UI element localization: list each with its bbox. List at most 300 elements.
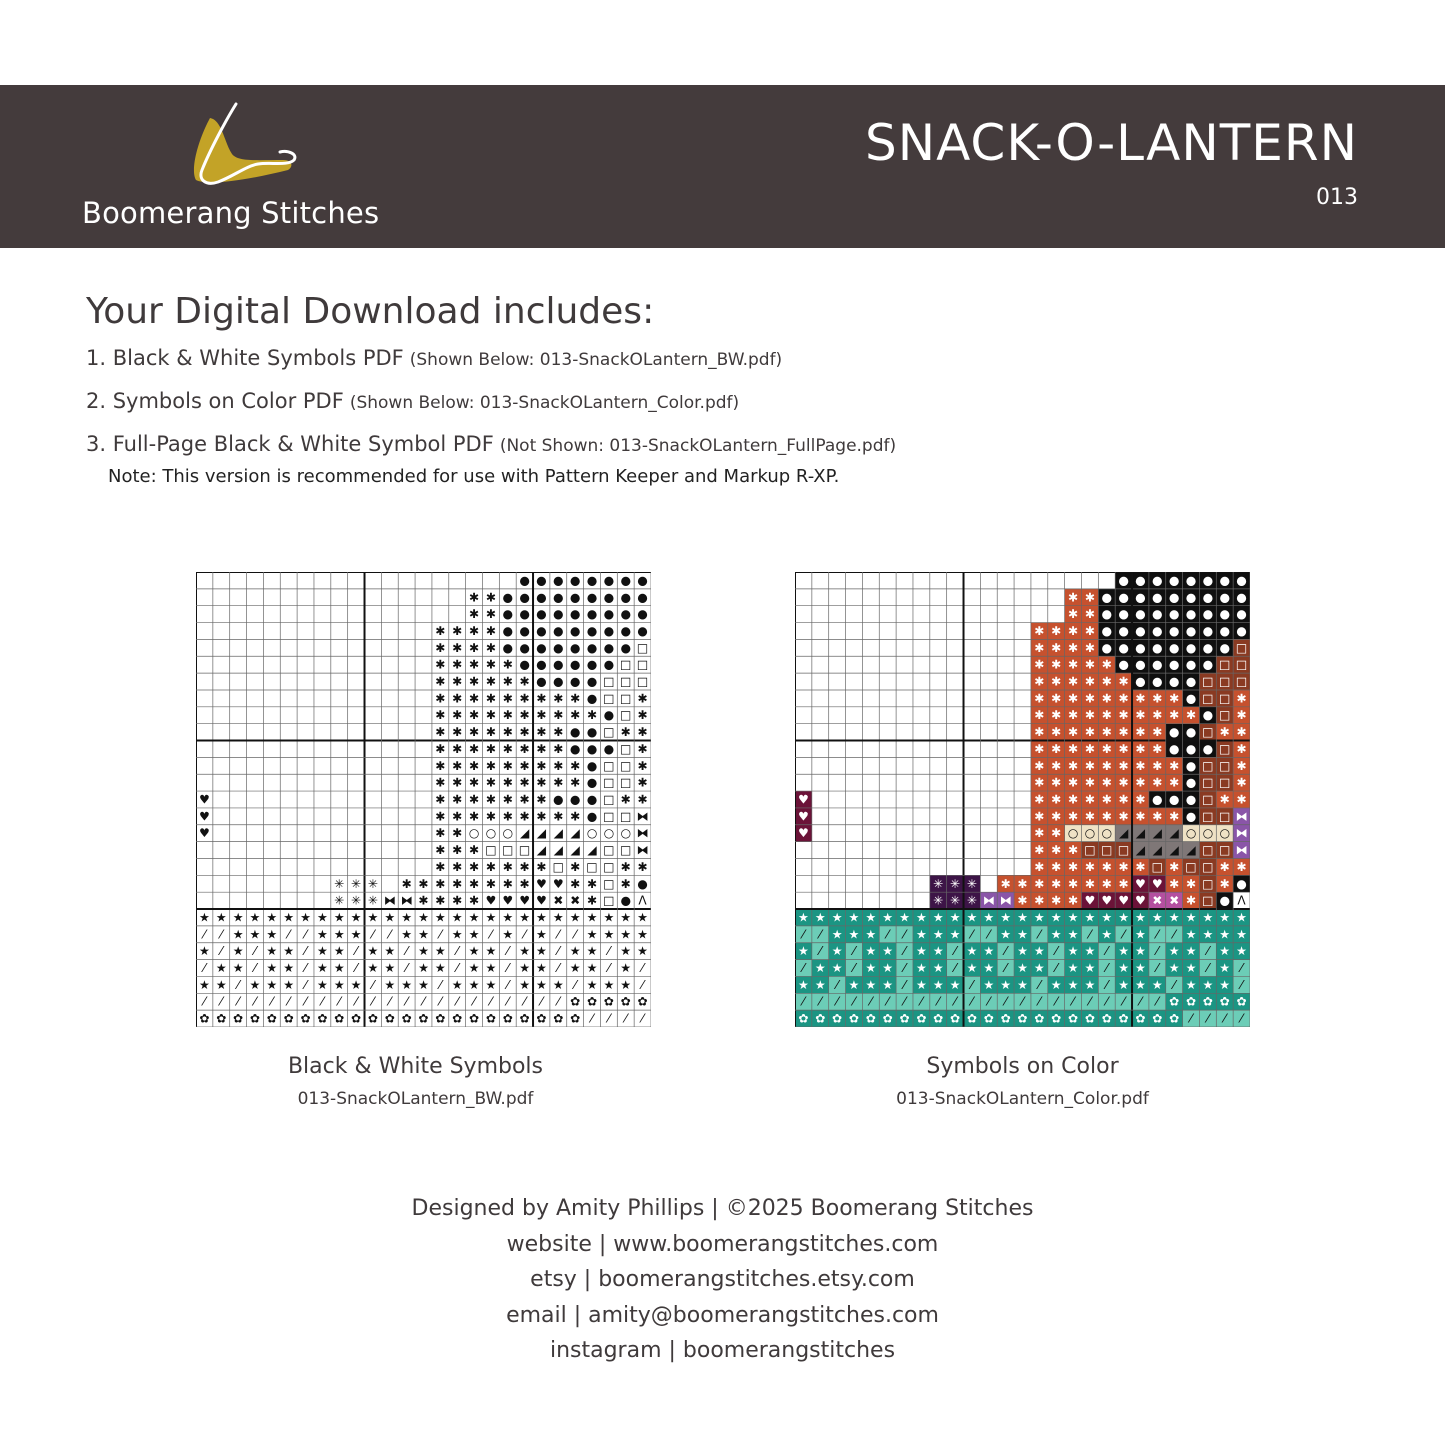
boomerang-logo [188, 100, 303, 190]
include-item-sub: (Shown Below: 013-SnackOLantern_Color.pdf) [349, 393, 740, 413]
stitch-symbol: ★ [316, 977, 328, 992]
stitch-symbol: ✿ [603, 994, 614, 1009]
stitch-symbol: ⁄ [1156, 944, 1159, 959]
stitch-symbol: ★ [1017, 977, 1028, 992]
stitch-symbol: ⁄ [304, 961, 307, 976]
includes-heading: Your Digital Download includes: [86, 291, 655, 332]
stitch-symbol: ✱ [1034, 623, 1045, 638]
include-item-3 [86, 432, 896, 456]
stitch-symbol: ◢ [1152, 826, 1162, 841]
stitch-symbol: ✱ [435, 741, 446, 756]
stitch-symbol: ★ [1185, 944, 1197, 959]
stitch-symbol: ⁄ [304, 977, 307, 992]
stitch-symbol: ✱ [1051, 843, 1062, 858]
stitch-symbol: ⁄ [970, 927, 973, 942]
stitch-symbol: ● [620, 607, 632, 622]
stitch-symbol: ★ [831, 910, 843, 925]
stitch-symbol: ⁄ [970, 994, 973, 1009]
stitch-symbol: ● [637, 573, 648, 588]
stitch-symbol: ✱ [637, 725, 648, 740]
stitch-symbol: ● [620, 640, 632, 655]
stitch-symbol: ★ [215, 961, 227, 976]
stitch-symbol: ✱ [553, 725, 564, 740]
include-item-2 [86, 389, 739, 413]
stitch-symbol: ★ [384, 977, 396, 992]
stitch-symbol: ★ [1202, 977, 1214, 992]
stitch-symbol: ● [1185, 623, 1197, 638]
stitch-symbol: ✱ [452, 859, 463, 874]
stitch-symbol: ♥ [1101, 893, 1113, 908]
stitch-symbol: ✱ [485, 691, 496, 706]
stitch-symbol: ✿ [933, 1011, 944, 1026]
stitch-symbol: ● [1135, 640, 1146, 655]
stitch-symbol: ● [1219, 893, 1231, 908]
stitch-symbol: ● [569, 623, 581, 638]
stitch-symbol: ✿ [1185, 994, 1197, 1009]
stitch-symbol: ★ [1185, 927, 1197, 942]
stitch-symbol: ★ [1101, 927, 1113, 942]
stitch-symbol: ★ [1067, 977, 1079, 992]
stitch-symbol: ⁄ [1223, 1011, 1226, 1026]
stitch-symbol: □ [1202, 691, 1214, 706]
stitch-symbol: ⁄ [1156, 927, 1159, 942]
stitch-symbol: ◢ [570, 826, 580, 841]
stitch-symbol: ✿ [1169, 1011, 1180, 1026]
stitch-symbol: ✱ [1067, 590, 1079, 605]
stitch-symbol: ✱ [452, 775, 463, 790]
stitch-symbol: ✱ [1067, 640, 1079, 655]
stitch-symbol: ✱ [468, 640, 480, 655]
stitch-symbol: ✱ [1051, 708, 1062, 723]
stitch-symbol: ★ [569, 944, 581, 959]
stitch-symbol: ⁄ [1122, 927, 1125, 942]
stitch-symbol: ⁄ [439, 994, 442, 1009]
stitch-symbol: ✱ [452, 826, 463, 841]
stitch-symbol: ✱ [637, 792, 648, 807]
stitch-symbol: ● [1185, 607, 1197, 622]
stitch-symbol: ○ [586, 826, 598, 841]
stitch-symbol: ★ [882, 910, 894, 925]
stitch-symbol: ✱ [637, 708, 648, 723]
stitch-symbol: ✱ [1135, 691, 1146, 706]
stitch-symbol: ★ [552, 910, 564, 925]
stitch-symbol: ★ [1118, 910, 1130, 925]
stitch-symbol: ✱ [1101, 741, 1112, 756]
stitch-symbol: ★ [1017, 910, 1028, 925]
stitch-symbol: ● [536, 607, 547, 622]
stitch-symbol: ✱ [1084, 691, 1095, 706]
stitch-symbol: ✱ [1219, 859, 1230, 874]
stitch-symbol: ✱ [418, 876, 429, 891]
stitch-symbol: ✱ [1118, 674, 1129, 689]
stitch-symbol: ✿ [351, 1011, 362, 1026]
stitch-symbol: ⁄ [802, 961, 805, 976]
stitch-symbol: ✱ [1067, 708, 1079, 723]
stitch-symbol: ⧓ [400, 893, 413, 908]
stitch-symbol: ★ [983, 944, 995, 959]
stitch-symbol: ● [1202, 657, 1214, 672]
stitch-symbol: ★ [865, 944, 877, 959]
boomerang-logo-fill [194, 118, 291, 182]
stitch-symbol: ✱ [519, 809, 530, 824]
stitch-symbol: □ [603, 792, 615, 807]
stitch-symbol: ✱ [485, 725, 496, 740]
stitch-symbol: ✱ [1118, 725, 1129, 740]
stitch-symbol: ● [1168, 657, 1180, 672]
stitch-symbol: ✱ [1084, 758, 1095, 773]
footer-etsy[interactable]: etsy | boomerangstitches.etsy.com [530, 1267, 915, 1292]
stitch-symbol: ★ [418, 961, 429, 976]
stitch-symbol: □ [586, 859, 598, 874]
footer-email[interactable]: email | amity@boomerangstitches.com [506, 1303, 939, 1328]
footer-website[interactable]: website | www.boomerangstitches.com [506, 1232, 939, 1257]
stitch-symbol: ★ [215, 977, 227, 992]
stitch-symbol: ⁄ [987, 927, 990, 942]
stitch-symbol: ✱ [1169, 859, 1180, 874]
stitch-symbol: ★ [333, 977, 345, 992]
stitch-symbol: ✱ [1067, 623, 1079, 638]
stitch-symbol: ✱ [1084, 876, 1095, 891]
stitch-symbol: ● [603, 640, 615, 655]
stitch-symbol: ⁄ [852, 961, 855, 976]
stitch-symbol: ★ [1050, 977, 1062, 992]
stitch-symbol: ✱ [452, 725, 463, 740]
stitch-symbol: ★ [283, 944, 295, 959]
stitch-symbol: ★ [865, 910, 877, 925]
bw-filename: 013-SnackOLantern_BW.pdf [297, 1089, 534, 1109]
stitch-symbol: ✱ [435, 792, 446, 807]
stitch-symbol: ● [603, 607, 615, 622]
stitch-symbol: ● [1202, 741, 1214, 756]
stitch-symbol: ♥ [536, 893, 547, 908]
stitch-symbol: ⁄ [970, 977, 973, 992]
stitch-symbol: ✿ [882, 1011, 893, 1026]
stitch-symbol: ◢ [536, 843, 547, 858]
stitch-symbol: ✱ [637, 741, 648, 756]
stitch-symbol: ✱ [1101, 708, 1112, 723]
footer-instagram[interactable]: instagram | boomerangstitches [549, 1338, 896, 1363]
stitch-symbol: □ [620, 674, 632, 689]
stitch-symbol: ⁄ [506, 944, 509, 959]
stitch-symbol: ● [586, 640, 598, 655]
stitch-symbol: ✱ [1067, 859, 1079, 874]
stitch-symbol: ⁄ [819, 994, 822, 1009]
stitch-symbol: ✱ [435, 674, 446, 689]
stitch-symbol: ✖ [553, 893, 564, 908]
stitch-symbol: ● [1185, 809, 1197, 824]
stitch-symbol: ✳ [334, 893, 345, 908]
stitch-symbol: ✱ [1169, 691, 1180, 706]
stitch-symbol: ◢ [1118, 826, 1129, 841]
stitch-symbol: ✿ [620, 994, 631, 1009]
stitch-symbol: ★ [1219, 961, 1231, 976]
stitch-symbol: ✳ [334, 876, 345, 891]
stitch-symbol: ✱ [1219, 725, 1230, 740]
stitch-symbol: ⁄ [869, 994, 872, 1009]
stitch-symbol: ✱ [570, 775, 581, 790]
stitch-symbol: ● [1118, 623, 1129, 638]
stitch-symbol: ★ [798, 977, 809, 992]
stitch-symbol: ⁄ [220, 927, 223, 942]
stitch-symbol: ● [620, 893, 632, 908]
stitch-symbol: ✱ [1169, 708, 1180, 723]
stitch-symbol: ✱ [1118, 708, 1129, 723]
stitch-symbol: ✱ [1017, 893, 1028, 908]
stitch-symbol: ✱ [435, 691, 446, 706]
stitch-symbol: □ [1235, 674, 1248, 689]
stitch-symbol: ✱ [1084, 741, 1095, 756]
stitch-symbol: ★ [1118, 977, 1130, 992]
stitch-symbol: ✱ [637, 859, 648, 874]
stitch-symbol: ✱ [1067, 657, 1079, 672]
stitch-symbol: ★ [603, 910, 615, 925]
stitch-symbol: ★ [882, 944, 894, 959]
stitch-symbol: Λ [1237, 893, 1246, 908]
stitch-symbol: ● [586, 758, 598, 773]
stitch-symbol: ● [1236, 590, 1247, 605]
stitch-symbol: ⁄ [1190, 1011, 1193, 1026]
stitch-symbol: ● [1219, 623, 1231, 638]
stitch-symbol: ✱ [485, 657, 496, 672]
stitch-symbol: ⁄ [1021, 994, 1024, 1009]
bw-chart-svg [196, 572, 651, 1027]
stitch-symbol: ✱ [536, 859, 547, 874]
stitch-symbol: ● [519, 657, 530, 672]
stitch-symbol: ★ [536, 927, 547, 942]
stitch-symbol: ● [1185, 640, 1197, 655]
stitch-symbol: ⁄ [237, 994, 240, 1009]
stitch-symbol: ✱ [452, 657, 463, 672]
stitch-symbol: ○ [1185, 826, 1197, 841]
stitch-symbol: ★ [199, 910, 210, 925]
stitch-symbol: ● [1185, 741, 1197, 756]
stitch-symbol: ★ [569, 961, 581, 976]
stitch-symbol: ● [1152, 623, 1163, 638]
stitch-symbol: ✱ [502, 674, 513, 689]
stitch-symbol: ✱ [452, 674, 463, 689]
stitch-symbol: ✱ [435, 758, 446, 773]
stitch-symbol: ● [586, 674, 598, 689]
stitch-symbol: ✱ [1236, 691, 1247, 706]
stitch-symbol: ⁄ [270, 994, 273, 1009]
stitch-symbol: □ [636, 640, 649, 655]
stitch-symbol: ✱ [435, 859, 446, 874]
stitch-symbol: ✱ [1118, 691, 1129, 706]
stitch-symbol: ⁄ [802, 994, 805, 1009]
stitch-symbol: □ [1219, 843, 1231, 858]
stitch-symbol: ✱ [452, 758, 463, 773]
stitch-symbol: ★ [1084, 944, 1096, 959]
stitch-symbol: ♥ [199, 826, 210, 841]
stitch-symbol: □ [603, 725, 615, 740]
stitch-symbol: ● [637, 607, 648, 622]
stitch-symbol: ✱ [536, 775, 547, 790]
stitch-symbol: ● [1152, 657, 1163, 672]
stitch-symbol: ◢ [519, 826, 530, 841]
stitch-symbol: ✱ [485, 741, 496, 756]
stitch-symbol: ♥ [1118, 893, 1130, 908]
stitch-symbol: ✱ [485, 674, 496, 689]
stitch-symbol: ★ [637, 910, 648, 925]
stitch-symbol: ● [1101, 640, 1113, 655]
stitch-symbol: ✱ [1034, 674, 1045, 689]
stitch-symbol: ✱ [1135, 708, 1146, 723]
stitch-symbol: ✿ [950, 1011, 961, 1026]
stitch-symbol: ⁄ [540, 994, 543, 1009]
stitch-symbol: ✱ [1034, 826, 1045, 841]
stitch-symbol: ⁄ [903, 961, 906, 976]
stitch-symbol: ★ [300, 910, 311, 925]
stitch-symbol: □ [603, 876, 615, 891]
stitch-symbol: ⁄ [405, 961, 408, 976]
stitch-symbol: ◢ [587, 843, 597, 858]
stitch-symbol: ★ [882, 977, 894, 992]
stitch-symbol: ★ [1067, 961, 1079, 976]
stitch-symbol: ○ [1219, 826, 1231, 841]
stitch-symbol: ★ [1000, 977, 1012, 992]
stitch-symbol: ✱ [1152, 775, 1163, 790]
stitch-symbol: ⁄ [1038, 927, 1041, 942]
stitch-symbol: ✱ [586, 876, 598, 891]
stitch-symbol: ✱ [1067, 843, 1079, 858]
stitch-symbol: ✱ [1034, 775, 1045, 790]
stitch-symbol: ✱ [1084, 708, 1095, 723]
stitch-symbol: ● [620, 623, 632, 638]
stitch-symbol: ● [603, 590, 615, 605]
stitch-symbol: ★ [451, 927, 463, 942]
stitch-symbol: ★ [1135, 977, 1146, 992]
stitch-symbol: ● [519, 607, 530, 622]
stitch-symbol: ✿ [865, 1011, 876, 1026]
stitch-symbol: ★ [1219, 944, 1231, 959]
stitch-symbol: ★ [1219, 977, 1231, 992]
include-item-label: 2. Symbols on Color PDF [86, 389, 344, 413]
stitch-symbol: ● [603, 573, 615, 588]
stitch-symbol: ✖ [1169, 893, 1180, 908]
stitch-symbol: ✱ [1118, 775, 1129, 790]
stitch-symbol: ★ [983, 961, 995, 976]
stitch-symbol: ⁄ [1173, 927, 1176, 942]
stitch-symbol: ⁄ [557, 961, 560, 976]
stitch-symbol: ● [536, 657, 547, 672]
stitch-symbol: ✖ [570, 893, 581, 908]
stitch-symbol: ⧓ [636, 826, 649, 841]
stitch-symbol: ⧓ [383, 893, 396, 908]
stitch-symbol: ✱ [485, 809, 496, 824]
stitch-symbol: ● [1118, 573, 1129, 588]
stitch-symbol: ✿ [468, 1011, 480, 1026]
stitch-symbol: ✱ [1185, 708, 1197, 723]
stitch-symbol: ✱ [1051, 893, 1062, 908]
stitch-symbol: ⁄ [1088, 927, 1091, 942]
stitch-symbol: ✱ [468, 657, 480, 672]
stitch-symbol: ✿ [401, 1011, 412, 1026]
stitch-symbol: ★ [1135, 944, 1146, 959]
stitch-symbol: ★ [418, 927, 429, 942]
stitch-symbol: ✱ [468, 708, 480, 723]
stitch-symbol: ✿ [1084, 1011, 1095, 1026]
stitch-symbol: ✱ [1236, 792, 1247, 807]
stitch-symbol: ✱ [519, 741, 530, 756]
stitch-symbol: ✱ [468, 623, 480, 638]
stitch-symbol: ⁄ [1072, 994, 1075, 1009]
stitch-symbol: ● [637, 590, 648, 605]
stitch-symbol: ★ [266, 961, 278, 976]
stitch-symbol: ★ [620, 961, 632, 976]
stitch-symbol: ✱ [1185, 876, 1197, 891]
stitch-symbol: ✱ [519, 876, 530, 891]
stitch-symbol: ✱ [1067, 691, 1079, 706]
stitch-symbol: ✿ [1152, 1011, 1163, 1026]
stitch-symbol: ● [586, 573, 598, 588]
stitch-symbol: ⁄ [355, 944, 358, 959]
stitch-symbol: ✱ [1118, 741, 1129, 756]
stitch-symbol: ★ [966, 910, 978, 925]
stitch-symbol: ✱ [1118, 792, 1129, 807]
stitch-symbol: ● [1202, 640, 1214, 655]
stitch-symbol: ⁄ [1055, 994, 1058, 1009]
stitch-symbol: ● [569, 607, 581, 622]
stitch-symbol: ● [586, 623, 598, 638]
stitch-symbol: ✱ [1185, 893, 1197, 908]
stitch-symbol: ⁄ [574, 977, 577, 992]
stitch-symbol: ✱ [468, 725, 480, 740]
stitch-symbol: ✱ [468, 590, 480, 605]
stitch-symbol: ✱ [1135, 809, 1146, 824]
stitch-symbol: ★ [232, 961, 244, 976]
stitch-symbol: ✱ [1051, 725, 1062, 740]
include-item-1 [86, 346, 782, 370]
stitch-symbol: ● [553, 623, 564, 638]
stitch-symbol: ● [1219, 590, 1231, 605]
stitch-symbol: ● [569, 657, 581, 672]
stitch-symbol: ⁄ [641, 977, 644, 992]
stitch-symbol: ⁄ [203, 961, 206, 976]
stitch-symbol: ✱ [1067, 725, 1079, 740]
stitch-symbol: ● [586, 725, 598, 740]
color-chart-svg [795, 572, 1250, 1027]
stitch-symbol: ● [569, 590, 581, 605]
stitch-symbol: ⁄ [506, 994, 509, 1009]
stitch-symbol: ● [586, 590, 598, 605]
stitch-symbol: ● [1185, 657, 1197, 672]
stitch-symbol: ⁄ [607, 944, 610, 959]
stitch-symbol: ★ [350, 977, 362, 992]
stitch-symbol: ⁄ [903, 994, 906, 1009]
stitch-symbol: ⁄ [852, 944, 855, 959]
stitch-symbol: ✱ [401, 876, 412, 891]
stitch-symbol: □ [552, 859, 565, 874]
stitch-symbol: ✱ [435, 843, 446, 858]
stitch-symbol: ● [1152, 674, 1163, 689]
stitch-symbol: ★ [502, 927, 514, 942]
stitch-symbol: □ [620, 708, 632, 723]
stitch-symbol: ⁄ [456, 961, 459, 976]
stitch-symbol: ★ [1017, 944, 1028, 959]
stitch-symbol: ★ [586, 927, 598, 942]
stitch-symbol: ● [586, 741, 598, 756]
stitch-symbol: ⧓ [1235, 826, 1248, 841]
stitch-symbol: ⁄ [304, 944, 307, 959]
stitch-symbol: ✱ [570, 859, 581, 874]
stitch-symbol: ● [1135, 674, 1146, 689]
stitch-symbol: ★ [1033, 944, 1045, 959]
stitch-symbol: ⁄ [819, 927, 822, 942]
stitch-symbol: ⁄ [253, 961, 256, 976]
stitch-symbol: ⁄ [405, 994, 408, 1009]
stitch-symbol: □ [1084, 843, 1096, 858]
stitch-symbol: ⁄ [903, 977, 906, 992]
